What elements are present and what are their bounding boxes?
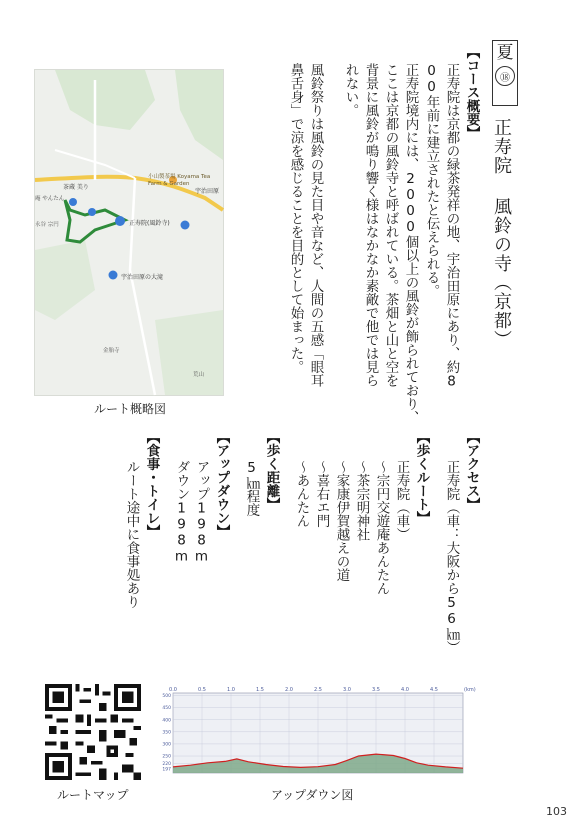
- route-step: ～茶宗明神社: [353, 460, 370, 541]
- route-map-graphic: [35, 70, 223, 395]
- food-heading: 【食事・トイレ】: [143, 430, 160, 538]
- course-line: れない。: [342, 63, 359, 117]
- distance-heading: 【歩く距離】: [263, 430, 280, 511]
- elevation-profile-chart: [151, 685, 474, 777]
- season-kanji: 夏: [496, 43, 514, 63]
- y-tick-label: 400: [162, 718, 171, 724]
- x-tick-label: 3.0: [343, 687, 351, 693]
- route-step: ～あんたん: [293, 460, 310, 528]
- page-title: 正寿院 風鈴の寺（京都）: [491, 118, 512, 349]
- y-tick-label: 450: [162, 706, 171, 712]
- profile-caption: アップダウン図: [271, 788, 354, 802]
- page-number: 103: [546, 805, 567, 818]
- y-tick-label: 300: [162, 742, 171, 748]
- course-line: 正寿院境内には、2000個以上の風鈴が飾られており、: [402, 63, 419, 424]
- x-tick-label: 4.5: [430, 687, 438, 693]
- map-label-kongo: 金胎寺: [103, 348, 120, 354]
- map-label-farm: 小山製茶場 Koyama Tea Farm & Garden: [148, 174, 211, 187]
- route-map: [34, 69, 224, 396]
- x-tick-label: 2.0: [285, 687, 293, 693]
- route-step: ～家康伊賀越えの道: [333, 460, 350, 582]
- y-tick-label: 350: [162, 730, 171, 736]
- poi-shojuin-pin: [115, 216, 125, 226]
- qr-caption: ルートマップ: [57, 788, 129, 802]
- season-marker: [492, 40, 518, 106]
- distance-text: 5㎞程度: [243, 460, 260, 517]
- x-tick-label: 1.0: [227, 687, 235, 693]
- course-line: 00年前に建立されたと伝えられる。: [423, 63, 440, 298]
- x-tick-label: 1.5: [256, 687, 264, 693]
- map-label-otaki: 宇治田原の大滝: [121, 274, 164, 281]
- access-text: 正寿院（車：大阪から56㎞）: [443, 460, 460, 654]
- route-step: 正寿院（車）: [393, 460, 410, 541]
- course-line: ここは京都の風鈴寺と呼ばれている。茶畑と山と空を: [382, 63, 399, 387]
- x-tick-label: 0.0: [169, 687, 177, 693]
- qr-code[interactable]: [45, 684, 141, 780]
- x-tick-label: 3.5: [372, 687, 380, 693]
- up-text: アップ198m: [193, 460, 210, 565]
- route-heading: 【歩くルート】: [413, 430, 430, 525]
- map-caption: ルート概略図: [94, 402, 167, 416]
- y-tick-label: 197: [162, 767, 171, 773]
- course-heading: 【コース概要】: [463, 45, 480, 140]
- map-label-yanta: 庵 やんたん: [35, 196, 65, 202]
- y-tick-label: 250: [162, 754, 171, 760]
- food-text: ルート途中に食事処あり: [123, 460, 140, 609]
- x-tick-label: 2.5: [314, 687, 322, 693]
- map-label-ara: 荒山: [193, 372, 205, 378]
- y-tick-label: 220: [162, 761, 171, 767]
- map-label-shojuin: 正寿院(風鈴寺): [129, 220, 170, 227]
- course-line: 正寿院は京都の緑茶発祥の地、宇治田原にあり、約8: [443, 63, 460, 390]
- course-line: 鼻舌身」で涼を感じることを目的として始まった。: [287, 63, 304, 374]
- x-tick-label: 4.0: [401, 687, 409, 693]
- course-line: 背景に風鈴が鳴り響く様はなかなか素敵で他では見ら: [362, 63, 379, 387]
- access-heading: 【アクセス】: [463, 430, 480, 511]
- route-step: ～喜右エ門: [313, 460, 330, 528]
- route-step: ～宗円交遊庵あんたん: [373, 460, 390, 595]
- x-tick-label: 0.5: [198, 687, 206, 693]
- map-label-tea: 茶蔵 美り: [63, 184, 89, 191]
- updown-heading: 【アップダウン】: [213, 430, 230, 538]
- course-number: ⑱: [495, 66, 515, 86]
- map-label-nagatani: 永谷 宗円: [35, 222, 59, 228]
- course-line: 風鈴祭りは風鈴の見た目や音など、人間の五感「眼耳: [307, 63, 324, 387]
- x-unit-label: (km): [464, 687, 476, 693]
- map-label-ujitawara: 宇治田原: [195, 188, 220, 195]
- down-text: ダウン198m: [173, 460, 190, 565]
- y-tick-label: 500: [162, 694, 171, 700]
